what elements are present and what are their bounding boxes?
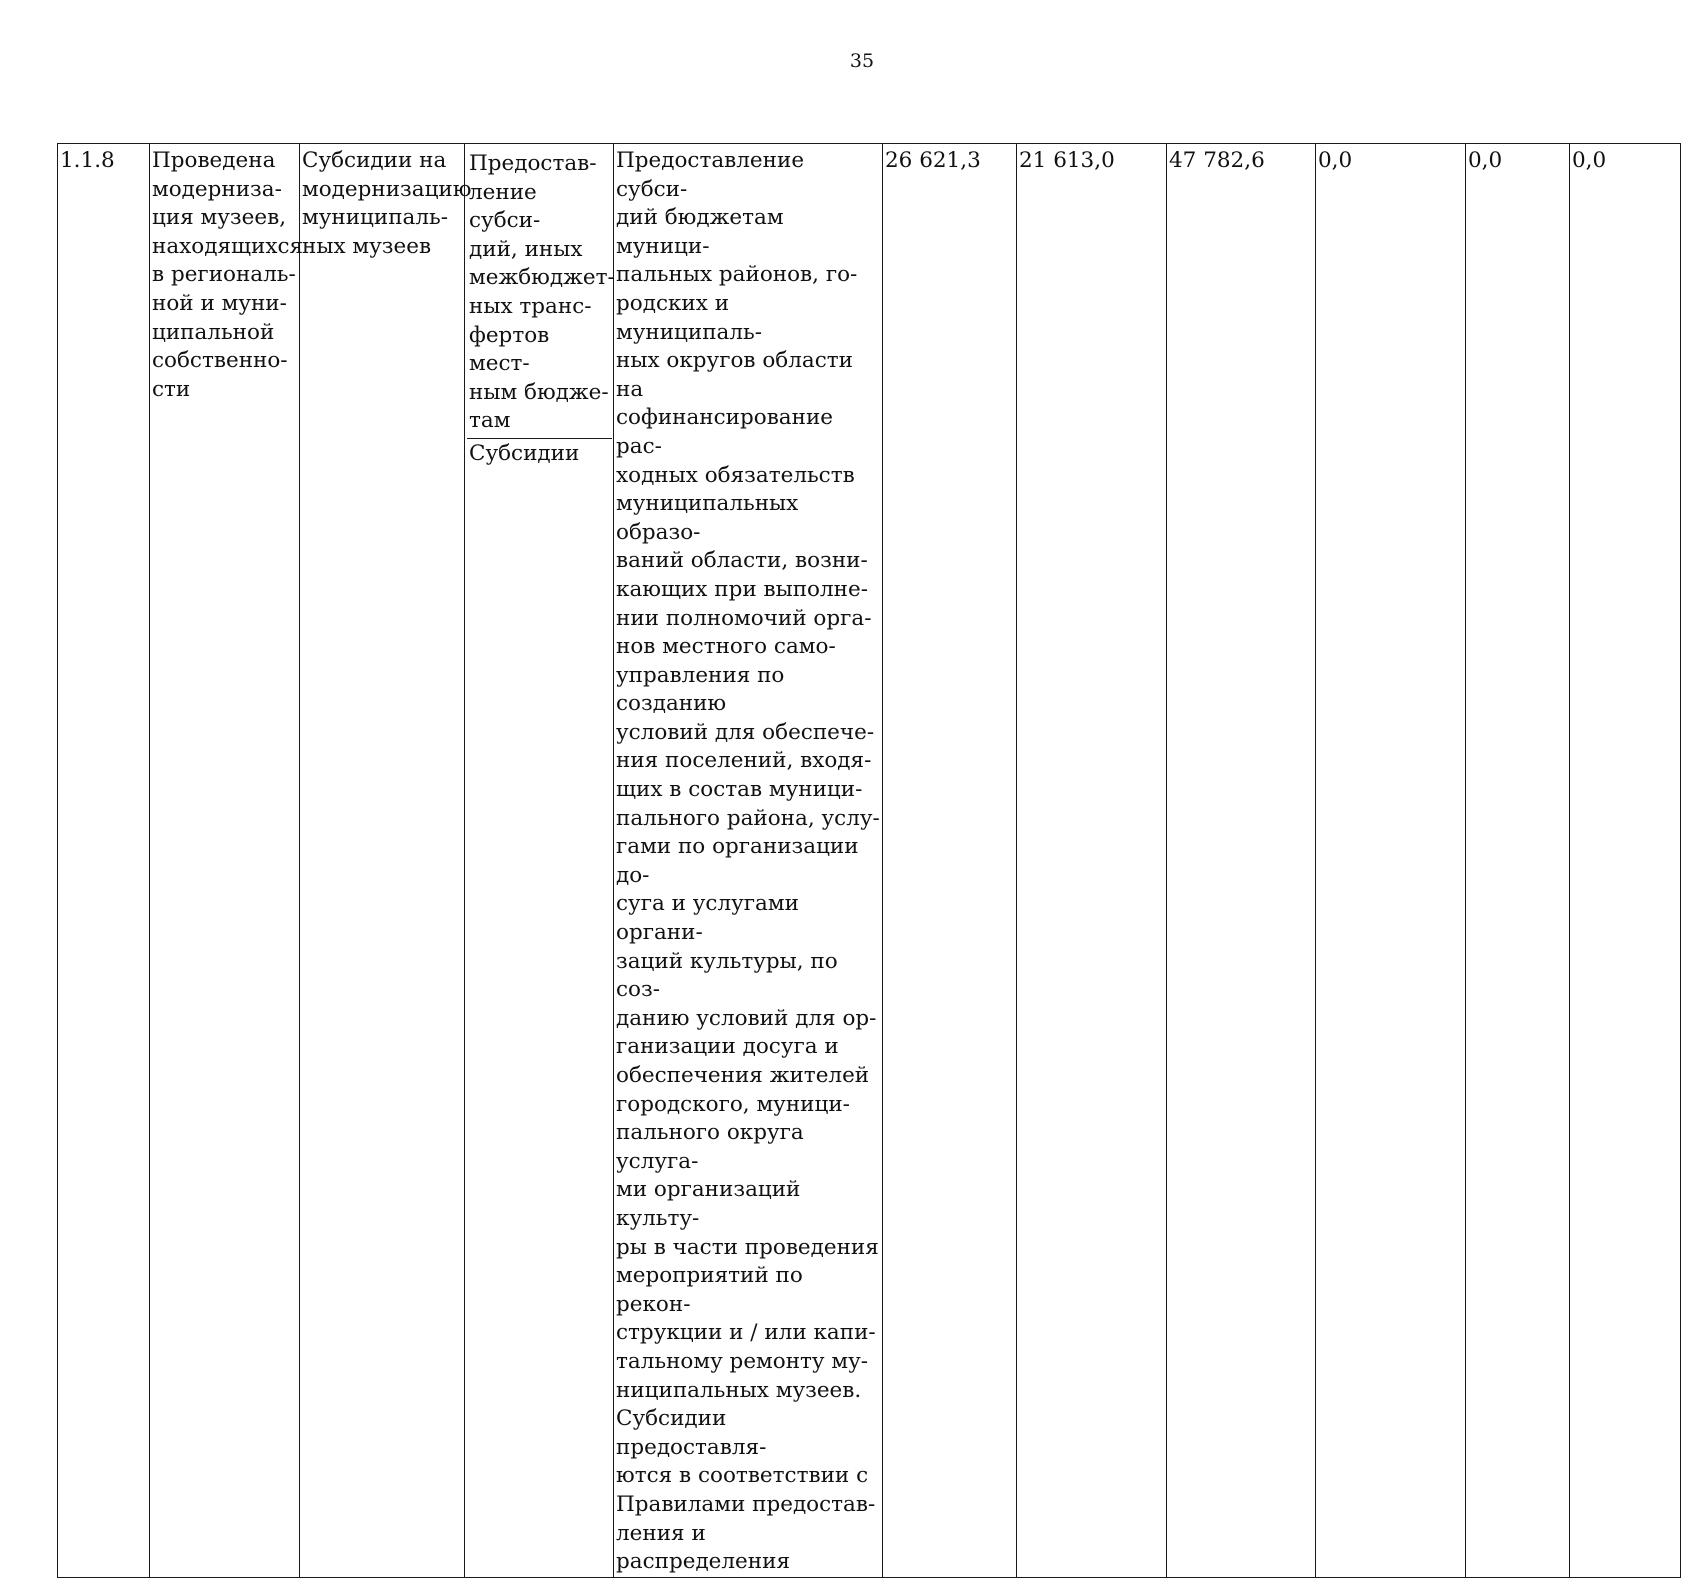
value-cell: 0,0	[1466, 144, 1570, 1578]
value-cell: 26 621,3	[883, 144, 1017, 1578]
table-row	[58, 144, 1681, 1578]
support-method-cell	[465, 144, 614, 1578]
value-cell: 0,0	[1570, 144, 1681, 1578]
page-number: 35	[849, 50, 875, 72]
event-name: Субсидии на модернизацию муниципаль- ных музеев	[300, 144, 465, 1578]
expected-result: Проведена модерниза- ция музеев, находящихся в региональ- ной и муни- ципальной собственно- сти	[150, 144, 300, 1578]
program-table	[57, 143, 1681, 1578]
row-code: 1.1.8	[58, 144, 150, 1578]
value-cell: 47 782,6	[1167, 144, 1316, 1578]
value-cell: 21 613,0	[1017, 144, 1167, 1578]
support-type: Субсидии	[469, 440, 580, 466]
support-method: Предостав- ление субси- дий, иных межбюджет- ных транс- фертов мест- ным бюдже- там	[467, 147, 612, 439]
event-description: Предоставление субси- дий бюджетам муници- пальных районов, го- родских и муниципаль- ных округов области на софинансирование рас- ходных обязательств муниципальных образо- ваний области, возни- кающих при выполне- нии полномочий орга- нов местного само- управления по созданию условий для обеспече- ния поселений, входя- щих в состав муници- пального района, услу- гами по организации до- суга и услугами органи- заций культуры, по соз- данию условий для ор- ганизации досуга и обеспечения жителей городского, муници- пального округа услуга- ми организаций культу- ры в части проведения мероприятий по рекон- струкции и / или капи- тальному ремонту му- ниципальных музеев. Субсидии предоставля- ются в соответствии с Правилами предостав- ления и распределения	[614, 144, 883, 1578]
value-cell: 0,0	[1316, 144, 1466, 1578]
